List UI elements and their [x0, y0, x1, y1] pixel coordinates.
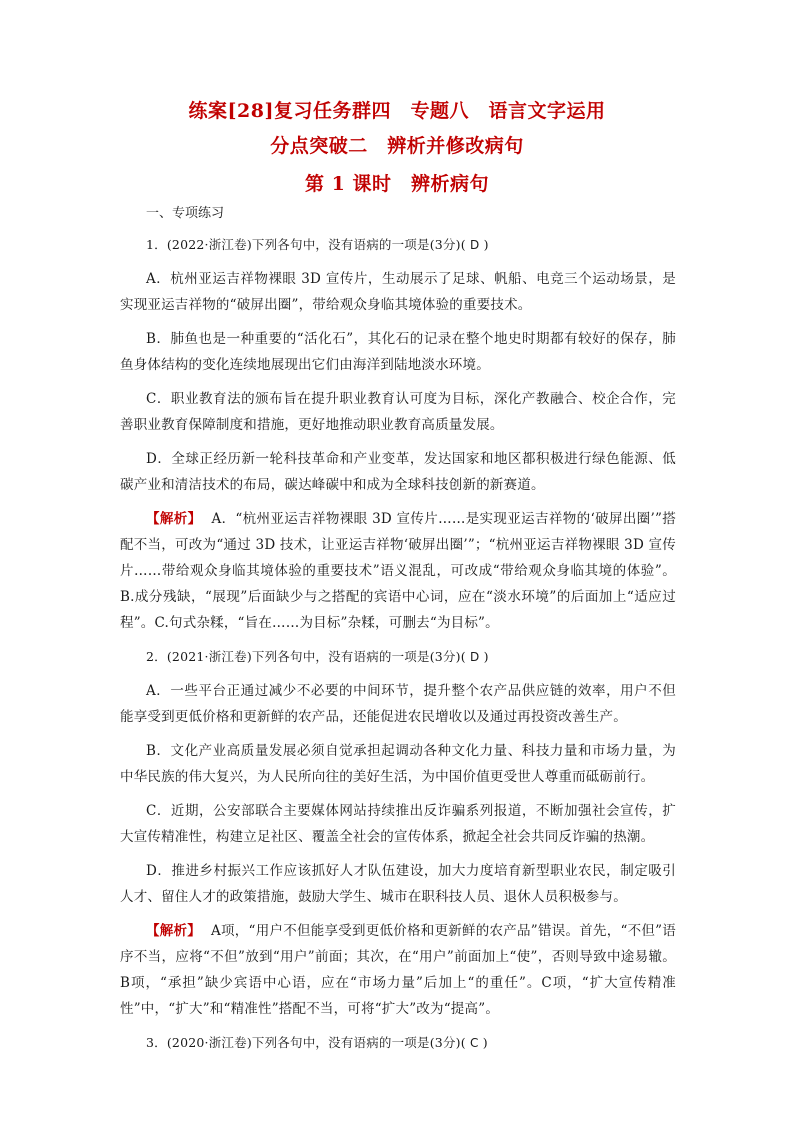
question-1-answer: D — [469, 238, 480, 252]
question-2-option-b: B．文化产业高质量发展必须自觉承担起调动各种文化力量、科技力量和市场力量，为中华民族的伟大复兴，为人民所向往的美好生活，为中国价值更受世人尊重而砥砺前行。 — [120, 743, 676, 785]
analysis-label: 【解析】 — [146, 923, 202, 939]
question-1-option-a: A．杭州亚运吉祥物裸眼 3D 宣传片，生动展示了足球、帆船、电竞三个运动场景，是实现亚运吉祥物的“破屏出圈”，带给观众身临其境体验的重要技术。 — [120, 271, 676, 313]
question-3-text: 3．(2020·浙江卷)下列各句中，没有语病的一项是(3分)( — [146, 1035, 466, 1050]
question-2-option-a: A．一些平台正通过减少不必要的中间环节，提升整个农产品供应链的效率，用户不但能享受到更低价格和更新鲜的农产品，还能促进农民增收以及通过再投资改善生产。 — [120, 683, 676, 725]
question-1-analysis-text: A．“杭州亚运吉祥物裸眼 3D 宣传片……是实现亚运吉祥物的‘破屏出圈’”搭配不当，可改为“通过 3D 技术，让亚运吉祥物‘破屏出圈’”；“杭州亚运吉祥物裸眼 3D 宣传片……带给观众身临其境体验的重要技术”语义混乱，可改成“带给观众身临其境的体验”。B.成分残缺，“展现”后面缺少与之搭配的宾语中心词，应在“淡水环境”的后面加上“适应过程”。C.句式杂糅，“旨在……为目标”杂糅，可删去“为目标”。 — [120, 511, 676, 631]
question-2-close: ) — [483, 649, 489, 664]
question-2-analysis — [120, 918, 676, 1022]
exercise-title: 练案[28]复习任务群四 专题八 语言文字运用 — [188, 100, 606, 122]
analysis-label: 【解析】 — [146, 511, 202, 527]
document-body — [120, 206, 676, 1064]
question-3-close: ) — [482, 1035, 488, 1050]
topic-subtitle: 分点突破二 辨析并修改病句 — [270, 135, 524, 157]
question-3-stem — [120, 1030, 676, 1056]
question-1-option-d: D．全球正经历新一轮科技革命和产业变革，发达国家和地区都积极进行绿色能源、低碳产业和清洁技术的布局，碳达峰碳中和成为全球科技创新的新赛道。 — [120, 451, 676, 493]
question-2-option-d: D．推进乡村振兴工作应该抓好人才队伍建设，加大力度培育新型职业农民，制定吸引人才、留住人才的政策措施，鼓励大学生、城市在职科技人员、退休人员积极参与。 — [120, 863, 676, 905]
question-2-option-c: C．近期，公安部联合主要媒体网站持续推出反诈骗系列报道，不断加强社会宣传，扩大宣传精准性，构建立足社区、覆盖全社会的宣传体系，掀起全社会共同反诈骗的热潮。 — [120, 803, 676, 845]
question-2-stem — [120, 644, 676, 670]
question-1-analysis — [120, 506, 676, 636]
question-2-text: 2．(2021·浙江卷)下列各句中，没有语病的一项是(3分)( — [146, 649, 466, 664]
question-2-analysis-text: A项，“用户不但能享受到更低价格和更新鲜的农产品”错误。首先，“不但”语序不当，应将“不但”放到“用户”前面；其次，在“用户”前面加上“使”，否则导致中途易辙。B项，“承担”缺少宾语中心语，应在“市场力量”后加上“的重任”。C项，“扩大宣传精准性”中，“扩大”和“精准性”搭配不当，可将“扩大”改为“提高”。 — [120, 923, 676, 1017]
question-3-answer: C — [469, 1036, 479, 1050]
question-1-stem — [120, 232, 676, 258]
question-1-option-c: C．职业教育法的颁布旨在提升职业教育认可度为目标，深化产教融合、校企合作，完善职业教育保障制度和措施，更好地推动职业教育高质量发展。 — [120, 391, 676, 433]
lesson-subtitle: 第 1 课时 辨析病句 — [305, 173, 489, 195]
question-2-answer: D — [469, 650, 480, 664]
question-1-close: ) — [483, 237, 489, 252]
question-1-option-b: B．肺鱼也是一种重要的“活化石”，其化石的记录在整个地史时期都有较好的保存，肺鱼身体结构的变化连续地展现出它们由海洋到陆地淡水环境。 — [120, 331, 676, 373]
section-heading: 一、专项练习 — [146, 206, 225, 221]
question-1-text: 1．(2022·浙江卷)下列各句中，没有语病的一项是(3分)( — [146, 237, 466, 252]
